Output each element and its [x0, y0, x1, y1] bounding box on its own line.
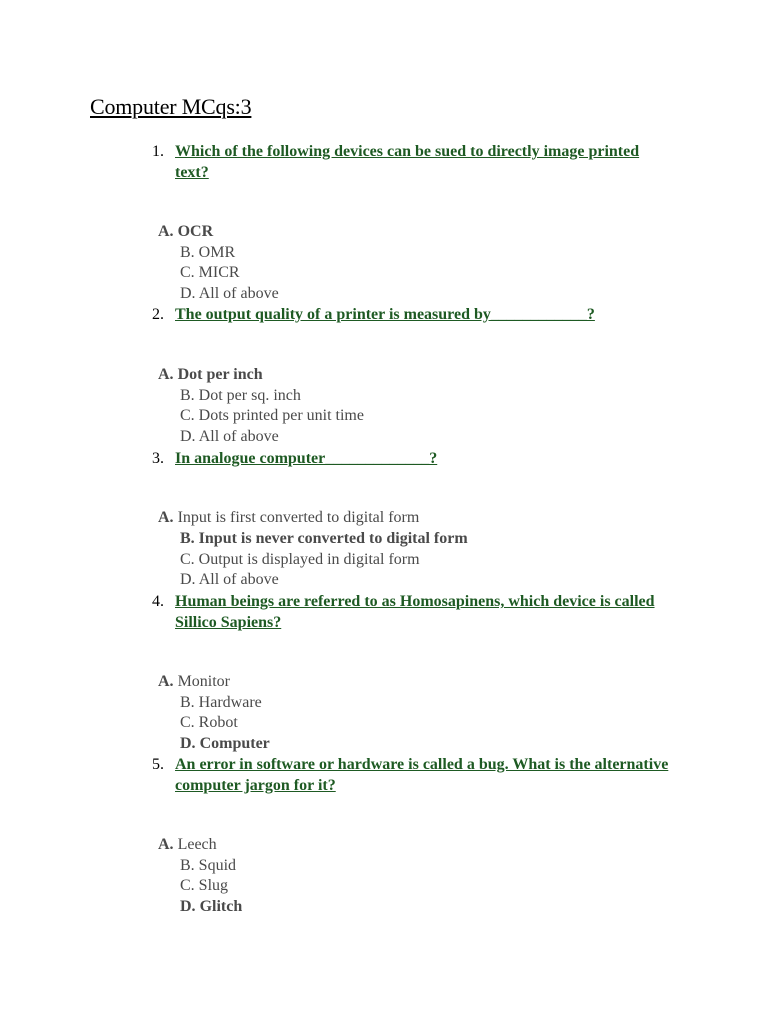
option-a: [158, 835, 217, 856]
option-c: [180, 263, 240, 284]
option-b: [180, 856, 236, 877]
option-a: [158, 222, 213, 243]
option-letter: B.: [180, 694, 195, 711]
question-text: In analogue computer_____________?: [175, 450, 438, 467]
option-text: Squid: [198, 857, 237, 874]
option-d: [180, 897, 242, 918]
option-letter: D.: [180, 285, 196, 302]
option-text: OCR: [177, 223, 214, 240]
option-c: [180, 406, 364, 427]
option-text: Dots printed per unit time: [198, 407, 364, 424]
option-b: [180, 529, 468, 550]
option-text: All of above: [198, 285, 279, 302]
option-letter: A.: [158, 509, 174, 526]
option-letter: B.: [180, 387, 195, 404]
option-a: [158, 672, 230, 693]
option-letter: A.: [158, 673, 174, 690]
option-text: Slug: [198, 877, 229, 894]
option-text: Output is displayed in digital form: [198, 551, 420, 568]
option-b: [180, 386, 301, 407]
option-letter: D.: [180, 898, 196, 915]
option-c: [180, 876, 228, 897]
option-text: All of above: [198, 428, 279, 445]
option-text: OMR: [198, 244, 236, 261]
option-letter: C.: [180, 714, 195, 731]
option-text: Leech: [177, 836, 217, 853]
question-number: 1.: [152, 143, 164, 160]
option-letter: D.: [180, 735, 196, 752]
option-b: [180, 693, 262, 714]
option-a: [158, 508, 419, 529]
option-text: Dot per inch: [177, 366, 263, 383]
option-text: Monitor: [177, 673, 231, 690]
question-text: The output quality of a printer is measured by____________?: [175, 306, 595, 323]
option-letter: D.: [180, 428, 196, 445]
option-d: [180, 284, 279, 305]
option-letter: C.: [180, 407, 195, 424]
question-number: 4.: [152, 593, 164, 610]
question-1: [152, 142, 672, 183]
option-letter: C.: [180, 264, 195, 281]
option-letter: B.: [180, 857, 195, 874]
option-letter: C.: [180, 877, 195, 894]
option-text: Computer: [199, 735, 270, 752]
option-text: Glitch: [199, 898, 243, 915]
option-d: [180, 734, 270, 755]
option-letter: A.: [158, 836, 174, 853]
option-letter: B.: [180, 244, 195, 261]
option-text: Hardware: [198, 694, 262, 711]
question-2: [152, 305, 672, 326]
option-a: [158, 365, 263, 386]
option-c: [180, 713, 238, 734]
option-letter: B.: [180, 530, 195, 547]
option-text: Input is first converted to digital form: [177, 509, 420, 526]
option-b: [180, 243, 235, 264]
question-number: 2.: [152, 306, 164, 323]
option-text: All of above: [198, 571, 279, 588]
question-3: [152, 449, 672, 470]
option-c: [180, 550, 420, 571]
option-d: [180, 570, 279, 591]
question-5: [152, 755, 672, 796]
option-text: Dot per sq. inch: [198, 387, 301, 404]
page-title: Computer MCqs:3: [90, 94, 252, 119]
question-number: 3.: [152, 450, 164, 467]
option-text: Robot: [198, 714, 238, 731]
option-d: [180, 427, 279, 448]
option-letter: C.: [180, 551, 195, 568]
question-number: 5.: [152, 756, 164, 773]
question-text: Human beings are referred to as Homosapinens, which device is called Sillico Sapiens?: [175, 593, 655, 631]
question-4: [152, 592, 672, 633]
question-text: An error in software or hardware is called a bug. What is the alternative computer jargon for it?: [175, 756, 669, 794]
option-letter: A.: [158, 366, 174, 383]
question-text: Which of the following devices can be sued to directly image printed text?: [175, 143, 640, 181]
option-text: MICR: [198, 264, 240, 281]
option-letter: A.: [158, 223, 174, 240]
option-text: Input is never converted to digital form: [198, 530, 468, 547]
option-letter: D.: [180, 571, 196, 588]
